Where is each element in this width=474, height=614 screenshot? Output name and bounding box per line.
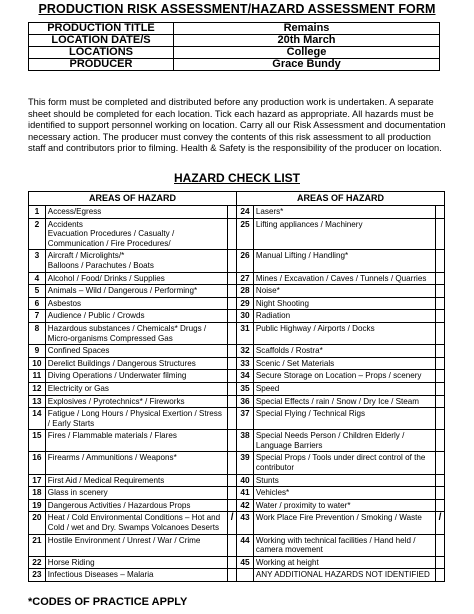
hazard-tick-box[interactable] (436, 569, 445, 582)
hazard-area: Diving Operations / Underwater filming (45, 370, 227, 383)
hazard-area: Explosives / Pyrotechnics* / Fireworks (45, 395, 227, 408)
hazard-area: Access/Egress (45, 206, 227, 219)
info-row (29, 35, 440, 47)
hazard-area: Audience / Public / Crowds (45, 310, 227, 323)
hazard-tick-box[interactable] (228, 382, 237, 395)
hazard-area: Horse Riding (45, 556, 227, 569)
hazard-area: Aircraft / Microlights/* Balloons / Parachutes / Boats (45, 250, 227, 272)
hazard-number: 43 (237, 512, 254, 534)
hazard-tick-box[interactable] (436, 408, 445, 430)
hazard-tick-box[interactable] (228, 499, 237, 512)
hazard-number: 15 (29, 430, 46, 452)
hazard-area: Mines / Excavation / Caves / Tunnels / Quarries (253, 272, 435, 285)
hazard-tick-box[interactable] (228, 272, 237, 285)
hazard-area: Radiation (253, 310, 435, 323)
info-label: LOCATIONS (29, 47, 174, 59)
hazard-number: 9 (29, 345, 46, 358)
hazard-row (29, 370, 445, 383)
hazard-row (29, 322, 445, 344)
hazard-number: 2 (29, 218, 46, 250)
hazard-tick-box[interactable] (436, 556, 445, 569)
hazard-tick-box[interactable] (228, 487, 237, 500)
hazard-tick-box[interactable] (436, 285, 445, 298)
hazard-tick-box[interactable] (436, 345, 445, 358)
hazard-tick-box[interactable] (228, 556, 237, 569)
hazard-number: 6 (29, 297, 46, 310)
hazard-tick-box[interactable] (228, 370, 237, 383)
hazard-row (29, 395, 445, 408)
right-column-header: AREAS OF HAZARD (237, 192, 445, 206)
hazard-tick-box[interactable] (436, 452, 445, 474)
hazard-tick-box[interactable] (436, 206, 445, 219)
hazard-number: 30 (237, 310, 254, 323)
hazard-number: 29 (237, 297, 254, 310)
hazard-number: 25 (237, 218, 254, 250)
hazard-tick-box[interactable] (228, 357, 237, 370)
hazard-number: 17 (29, 474, 46, 487)
hazard-row (29, 569, 445, 582)
hazard-number: 41 (237, 487, 254, 500)
hazard-area: Dangerous Activities / Hazardous Props (45, 499, 227, 512)
hazard-tick-box[interactable] (436, 487, 445, 500)
info-row (29, 23, 440, 35)
hazard-tick-box[interactable] (228, 534, 237, 556)
hazard-tick-box[interactable] (436, 534, 445, 556)
hazard-area: Fatigue / Long Hours / Physical Exertion / Stress / Early Starts (45, 408, 227, 430)
hazard-number: 13 (29, 395, 46, 408)
hazard-tick-box[interactable] (436, 370, 445, 383)
hazard-number: 5 (29, 285, 46, 298)
hazard-number: 1 (29, 206, 46, 219)
hazard-area: Special Flying / Technical Rigs (253, 408, 435, 430)
hazard-tick-box[interactable] (228, 206, 237, 219)
hazard-area: Special Effects / rain / Snow / Dry Ice / Steam (253, 395, 435, 408)
hazard-tick-box[interactable] (436, 310, 445, 323)
hazard-row (29, 272, 445, 285)
hazard-area: First Aid / Medical Requirements (45, 474, 227, 487)
hazard-area: Confined Spaces (45, 345, 227, 358)
hazard-number: 19 (29, 499, 46, 512)
production-info-table (28, 22, 440, 71)
form-title: PRODUCTION RISK ASSESSMENT/HAZARD ASSESSMENT FORM (38, 2, 436, 16)
hazard-row (29, 430, 445, 452)
hazard-header-row (29, 192, 445, 206)
hazard-tick-box[interactable] (436, 357, 445, 370)
hazard-tick-box[interactable] (228, 430, 237, 452)
hazard-tick-box[interactable] (436, 272, 445, 285)
hazard-number: 14 (29, 408, 46, 430)
hazard-tick-box[interactable] (436, 474, 445, 487)
hazard-number: 39 (237, 452, 254, 474)
hazard-area: Noise* (253, 285, 435, 298)
info-value[interactable]: Grace Bundy (174, 59, 440, 71)
hazard-area: Infectious Diseases – Malaria (45, 569, 227, 582)
info-label: PRODUCTION TITLE (29, 23, 174, 35)
hazard-tick-box[interactable] (436, 250, 445, 272)
hazard-row (29, 297, 445, 310)
hazard-number: 42 (237, 499, 254, 512)
hazard-area: Working at height (253, 556, 435, 569)
hazard-number: 44 (237, 534, 254, 556)
hazard-tick-box[interactable] (228, 297, 237, 310)
hazard-tick-box[interactable] (228, 408, 237, 430)
hazard-area: Heat / Cold Environmental Conditions – Hot and Cold / wet and Dry. Swamps Volcanoes Deserts (45, 512, 227, 534)
info-value[interactable]: College (174, 47, 440, 59)
hazard-tick-box[interactable] (228, 285, 237, 298)
hazard-number: 33 (237, 357, 254, 370)
hazard-row (29, 487, 445, 500)
hazard-number: 35 (237, 382, 254, 395)
hazard-number: 20 (29, 512, 46, 534)
info-value[interactable]: 20th March (174, 35, 440, 47)
intro-paragraph: This form must be completed and distributed before any production work is undertaken. A separate sheet should be completed for each location. Tick each hazard as appropriate. All hazards must be identified to support personnel working on location. Carry all our Risk Assessment and documentation necessary action. The producer must convey the contents of this risk assessment to all production staff and contributors prior to filming. Health & Safety is the responsibility of the producer on location. (28, 97, 446, 154)
hazard-area: Derelict Buildings / Dangerous Structures (45, 357, 227, 370)
hazard-tick-box[interactable] (228, 569, 237, 582)
hazard-tick-box[interactable] (228, 474, 237, 487)
hazard-number: 7 (29, 310, 46, 323)
hazard-row (29, 206, 445, 219)
hazard-tick-box[interactable] (228, 345, 237, 358)
hazard-area: Special Needs Person / Children Elderly / Language Barriers (253, 430, 435, 452)
hazard-area: Alcohol / Food/ Drinks / Supplies (45, 272, 227, 285)
hazard-number: 28 (237, 285, 254, 298)
hazard-tick-box[interactable] (436, 322, 445, 344)
hazard-number: 22 (29, 556, 46, 569)
hazard-area: Manual Lifting / Handling* (253, 250, 435, 272)
hazard-tick-box[interactable] (436, 382, 445, 395)
hazard-checklist-table (28, 191, 445, 582)
hazard-number: 40 (237, 474, 254, 487)
info-label: LOCATION DATE/S (29, 35, 174, 47)
hazard-number: 21 (29, 534, 46, 556)
hazard-number (237, 569, 254, 582)
hazard-area: Working with technical facilities / Hand held / camera movement (253, 534, 435, 556)
hazard-number: 10 (29, 357, 46, 370)
hazard-tick-box[interactable] (436, 499, 445, 512)
hazard-tick-box[interactable] (228, 218, 237, 250)
hazard-area: Lasers* (253, 206, 435, 219)
hazard-area: Scaffolds / Rostra* (253, 345, 435, 358)
hazard-number: 4 (29, 272, 46, 285)
hazard-number: 38 (237, 430, 254, 452)
hazard-area: Glass in scenery (45, 487, 227, 500)
left-column-header: AREAS OF HAZARD (29, 192, 237, 206)
hazard-area: Asbestos (45, 297, 227, 310)
hazard-area: Hazardous substances / Chemicals* Drugs / Micro-organisms Compressed Gas (45, 322, 227, 344)
hazard-area: Stunts (253, 474, 435, 487)
hazard-number: 45 (237, 556, 254, 569)
hazard-row (29, 499, 445, 512)
hazard-area: Work Place Fire Prevention / Smoking / Waste (253, 512, 435, 534)
hazard-row (29, 345, 445, 358)
info-label: PRODUCER (29, 59, 174, 71)
hazard-number: 27 (237, 272, 254, 285)
info-value[interactable]: Remains (174, 23, 440, 35)
hazard-area: Vehicles* (253, 487, 435, 500)
hazard-number: 18 (29, 487, 46, 500)
hazard-row (29, 310, 445, 323)
hazard-tick-box[interactable] (228, 250, 237, 272)
hazard-area: Night Shooting (253, 297, 435, 310)
hazard-number: 11 (29, 370, 46, 383)
hazard-row (29, 250, 445, 272)
hazard-tick-box[interactable]: / (228, 512, 237, 534)
hazard-row (29, 474, 445, 487)
hazard-tick-box[interactable] (228, 322, 237, 344)
hazard-tick-box[interactable] (228, 310, 237, 323)
hazard-area: Electricity or Gas (45, 382, 227, 395)
hazard-area: ANY ADDITIONAL HAZARDS NOT IDENTIFIED (253, 569, 435, 582)
hazard-row (29, 534, 445, 556)
hazard-tick-box[interactable] (436, 430, 445, 452)
hazard-area: Scenic / Set Materials (253, 357, 435, 370)
codes-of-practice-note: *CODES OF PRACTICE APPLY (28, 596, 188, 608)
hazard-tick-box[interactable] (228, 395, 237, 408)
hazard-row (29, 285, 445, 298)
hazard-number: 3 (29, 250, 46, 272)
hazard-area: Speed (253, 382, 435, 395)
info-row (29, 59, 440, 71)
hazard-area: Accidents Evacuation Procedures / Casualty / Communication / Fire Procedures/ (45, 218, 227, 250)
hazard-number: 12 (29, 382, 46, 395)
hazard-number: 8 (29, 322, 46, 344)
hazard-area: Special Props / Tools under direct control of the contributor (253, 452, 435, 474)
hazard-area: Public Highway / Airports / Docks (253, 322, 435, 344)
hazard-row (29, 218, 445, 250)
hazard-row (29, 382, 445, 395)
hazard-area: Firearms / Ammunitions / Weapons* (45, 452, 227, 474)
hazard-number: 26 (237, 250, 254, 272)
hazard-area: Fires / Flammable materials / Flares (45, 430, 227, 452)
hazard-number: 32 (237, 345, 254, 358)
hazard-row (29, 452, 445, 474)
hazard-area: Animals – Wild / Dangerous / Performing* (45, 285, 227, 298)
hazard-number: 16 (29, 452, 46, 474)
hazard-checklist-title: HAZARD CHECK LIST (174, 171, 300, 185)
hazard-tick-box[interactable]: / (436, 512, 445, 534)
hazard-number: 31 (237, 322, 254, 344)
hazard-area: Lifting appliances / Machinery (253, 218, 435, 250)
hazard-row (29, 512, 445, 534)
hazard-row (29, 408, 445, 430)
hazard-area: Water / proximity to water* (253, 499, 435, 512)
hazard-number: 37 (237, 408, 254, 430)
hazard-tick-box[interactable] (436, 395, 445, 408)
info-row (29, 47, 440, 59)
hazard-tick-box[interactable] (436, 218, 445, 250)
hazard-area: Hostile Environment / Unrest / War / Crime (45, 534, 227, 556)
hazard-number: 23 (29, 569, 46, 582)
hazard-row (29, 556, 445, 569)
hazard-number: 34 (237, 370, 254, 383)
hazard-tick-box[interactable] (228, 452, 237, 474)
hazard-row (29, 357, 445, 370)
hazard-number: 24 (237, 206, 254, 219)
hazard-tick-box[interactable] (436, 297, 445, 310)
hazard-number: 36 (237, 395, 254, 408)
hazard-area: Secure Storage on Location – Props / scenery (253, 370, 435, 383)
